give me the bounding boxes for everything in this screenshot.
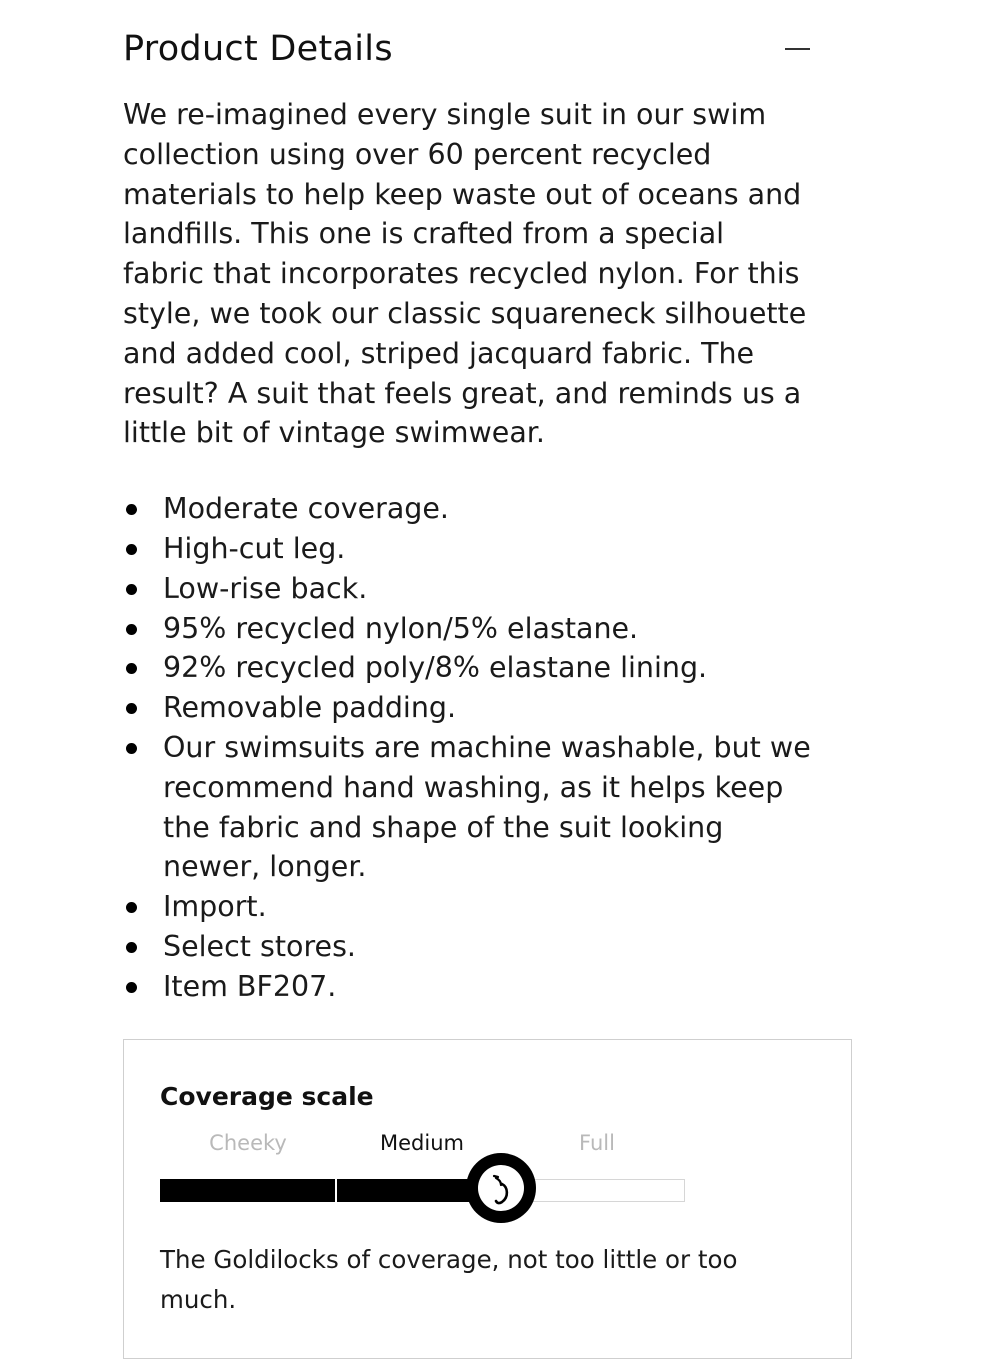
list-item-text: Removable padding. <box>163 691 457 725</box>
bullet-icon <box>126 584 137 595</box>
list-item <box>123 529 813 569</box>
list-item-text: Import. <box>163 890 267 924</box>
list-item <box>123 967 813 1007</box>
scale-label-cheeky: Cheeky <box>209 1131 287 1155</box>
scale-label-full: Full <box>579 1131 615 1155</box>
list-item <box>123 569 813 609</box>
scale-label-medium: Medium <box>380 1131 464 1155</box>
list-item-text: Low-rise back. <box>163 571 368 605</box>
list-item <box>123 887 813 927</box>
section-title: Product Details <box>123 29 393 69</box>
bullet-icon <box>126 982 137 993</box>
bullet-icon <box>126 504 137 515</box>
list-item-text: 95% recycled nylon/5% elastane. <box>163 611 639 645</box>
list-item <box>123 927 813 967</box>
list-item <box>123 688 813 728</box>
list-item-text: Item BF207. <box>163 969 337 1003</box>
list-item <box>123 489 813 529</box>
bullet-icon <box>126 902 137 913</box>
list-item-text: Moderate coverage. <box>163 492 449 526</box>
coverage-scale-card <box>123 1039 852 1359</box>
list-item-text: Our swimsuits are machine washable, but we recommend hand washing, as it helps keep the fabric and shape of the suit looking newer, longer. <box>163 730 811 884</box>
bullet-icon <box>126 544 137 555</box>
list-item <box>123 648 813 688</box>
list-item <box>123 609 813 649</box>
feature-list <box>123 489 813 1006</box>
product-description: We re-imagined every single suit in our swim collection using over 60 percent recycled materials to help keep waste out of oceans and landfills. This one is crafted from a special fabric that incorporates recycled nylon. For this style, we took our classic squareneck silhouette and added cool, striped jacquard fabric. The result? A suit that feels great, and reminds us a little bit of vintage swimwear. <box>123 98 807 450</box>
bullet-icon <box>126 703 137 714</box>
list-item-text: Select stores. <box>163 929 356 963</box>
track-divider <box>335 1179 337 1202</box>
product-details-header[interactable] <box>123 0 853 95</box>
bullet-icon <box>126 942 137 953</box>
list-item <box>123 728 813 887</box>
coverage-fill <box>160 1179 501 1202</box>
coverage-description: The Goldilocks of coverage, not too little or too much. <box>160 1245 738 1314</box>
list-item-text: High-cut leg. <box>163 531 346 565</box>
minus-icon[interactable] <box>785 32 811 66</box>
coverage-scale-title: Coverage scale <box>160 1082 374 1111</box>
bullet-icon <box>126 663 137 674</box>
product-details-section <box>123 0 853 1007</box>
bullet-icon <box>126 624 137 635</box>
coverage-slider-thumb[interactable] <box>466 1153 536 1223</box>
peach-icon <box>478 1165 524 1211</box>
bullet-icon <box>126 743 137 754</box>
list-item-text: 92% recycled poly/8% elastane lining. <box>163 651 708 685</box>
